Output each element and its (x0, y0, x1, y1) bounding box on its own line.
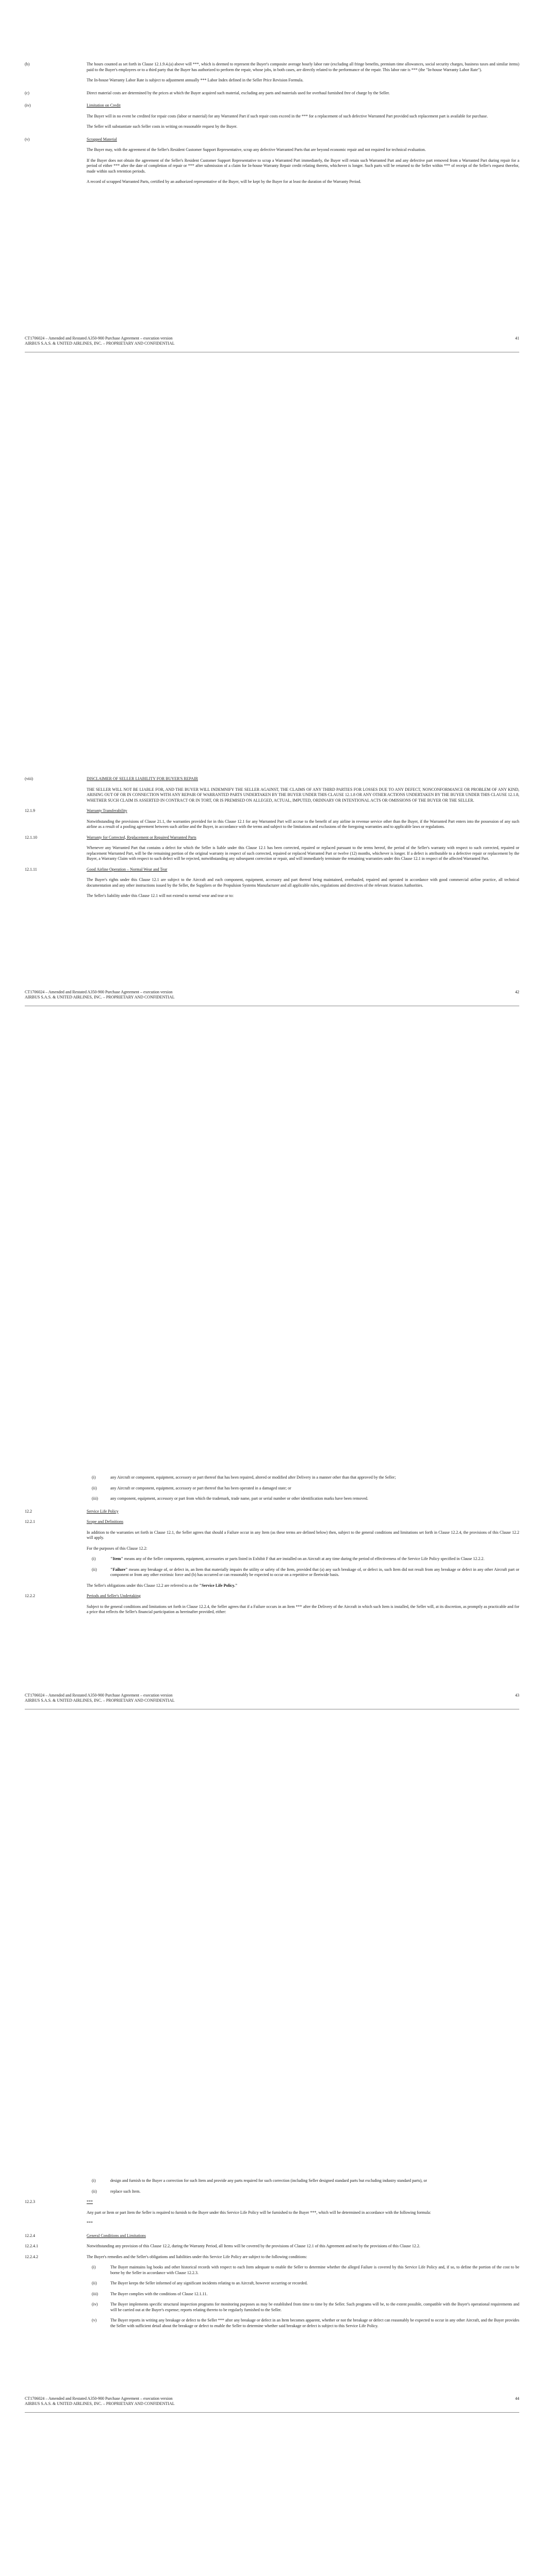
page-footer (25, 1693, 519, 1703)
clause-label: 12.2.4 (25, 2233, 35, 2238)
clause-heading: Warranty Transferability (87, 808, 127, 813)
clause-paragraph: The Buyer may, with the agreement of the Seller's Resident Customer Support Representative, scrap any defective Warranted Parts that are beyond economic repair and not required for technical evaluation. (87, 147, 426, 152)
definition-body: means any of the Seller components, equipment, accessories or parts listed in Exhibit F that are installed on an Aircraft at any time during the period of effectiveness of the Service Life Policy specified in Clause 12.2.2. (123, 1556, 485, 1561)
page-footer (25, 336, 519, 346)
footer-line-2: AIRBUS S.A.S. & UNITED AIRLINES, INC. – PROPRIETARY AND CONFIDENTIAL (25, 995, 175, 999)
redacted-formula: *** (87, 2221, 93, 2225)
clause-paragraph: For the purposes of this Clause 12.2: (87, 1546, 147, 1551)
clause-label: 12.1.9 (25, 808, 35, 813)
clause-12-2-4-2 (25, 2255, 519, 2260)
clause-i (25, 1475, 519, 1481)
clause-paragraph: The Seller will substantiate such Seller costs in writing on reasonable request by the Buyer. (87, 124, 238, 129)
clause-heading: DISCLAIMER OF SELLER LIABILITY FOR BUYER'S REPAIR (87, 776, 198, 781)
clause-label: (ii) (92, 2281, 97, 2285)
clause-heading: Service Life Policy (87, 1509, 119, 1514)
clause-paragraph: The Buyer's rights under this Clause 12.1 are subject to the Aircraft and each component, equipment, accessory and part thereof being maintained, overhauled, repaired and operated in accordance with good commercial airline practice, all technical documentation and any other instructions issued by the Seller, the Suppliers or the Propulsion Systems Manufacturer and all applicable rules, regulations and directives of the relevant Aviation Authorities. (87, 877, 519, 888)
footer-line-2: AIRBUS S.A.S. & UNITED AIRLINES, INC. – PROPRIETARY AND CONFIDENTIAL (25, 1698, 175, 1703)
clause-v (25, 137, 519, 143)
condition-iv (25, 2302, 519, 2313)
failure-definition (25, 1567, 519, 1578)
clause-12-2-4-1 (25, 2244, 519, 2249)
clause-label: (viii) (25, 776, 33, 781)
definition-text (110, 1556, 519, 1562)
clause-paragraph (87, 1583, 519, 1589)
clause-label: (c) (25, 90, 29, 95)
paragraph-text: The Seller's obligations under this Clause 12.2 are referred to as the (87, 1583, 200, 1588)
clause-b-paragraph: The hours counted as set forth in Clause 12.1.9.4.(a) above will ***, which is deemed to represent the Buyer's composite average hourly labor rate (excluding all fringe benefits, premium time allowances, social security charges, business taxes and similar items) paid to the Buyer's employees or to a third party that the Buyer has authorized to perform the repair, whose jobs, in both cases, are directly related to the performance of the repair. This labor rate is *** (the "In-house Warranty Labor Rate"). (87, 62, 519, 72)
page-number: 41 (515, 336, 519, 341)
condition-iii (25, 2292, 519, 2297)
clause-label: (iv) (25, 103, 31, 108)
page-body (25, 776, 519, 899)
clause-heading: Warranty for Corrected, Replacement or Repaired Warranted Parts (87, 835, 196, 840)
clause-paragraph: Whenever any Warranted Part that contains a defect for which the Seller is liable under this Clause 12.1 has been corrected, repaired or replaced pursuant to the terms hereof, the period of the Seller's warranty with respect to such corrected, repaired or replacement Warranted Part, will be the remaining portion of the original warranty in respect of such corrected, repaired or replaced Warranted Part or twelve (12) months, whichever is longer. If a defect is attributable to a defective repair or replacement by the Buyer, a Warranty Claim with respect to such defect will be rejected, notwithstanding any subsequent correction or repair, and will immediately terminate the remaining warranties under this Clause 12.1 in respect of the affected Warranted Part. (87, 845, 519, 861)
clause-paragraph: The Buyer will in no event be credited for repair costs (labor or material) for any Warranted Part if such repair costs exceed in the *** for a replacement of such defective Warranted Part provided such replacement part is available for purchase. (87, 113, 488, 118)
clause-iii (25, 1496, 519, 1502)
clause-12-2-4 (25, 2233, 519, 2239)
clause-b-adjustment (25, 78, 519, 83)
defined-term: "Item" (110, 1556, 123, 1561)
clause-label: (b) (25, 62, 30, 66)
clause-text: The Buyer implements specific structural inspection programs for monitoring purposes as may be established from time to time by the Seller. Such programs will be, to the extent possible, compatible with the Buyer's operational requirements and will be carried out at the Buyer's expense; reports relating thereto to be regularly furnished to the Seller. (110, 2302, 519, 2312)
footer-line-1: CT1706024 – Amended and Restated A350-900 Purchase Agreement – execution version (25, 1693, 173, 1698)
clause-c (25, 91, 519, 96)
clause-label: 12.2.2 (25, 1594, 35, 1598)
page-footer (25, 2396, 519, 2406)
clause-text (87, 62, 519, 73)
clause-paragraph: A record of scrapped Warranted Parts, certified by an authorized representative of the Buyer, will be kept by the Buyer for at least the duration of the Warranty Period. (87, 179, 361, 184)
footer-line-2: AIRBUS S.A.S. & UNITED AIRLINES, INC. – PROPRIETARY AND CONFIDENTIAL (25, 341, 175, 346)
page-body (25, 2178, 519, 2329)
page-number: 42 (515, 990, 519, 994)
footer-line-1: CT1706024 – Amended and Restated A350-900 Purchase Agreement – execution version (25, 336, 173, 341)
clause-ii (25, 1486, 519, 1492)
clause-text: any component, equipment, accessory or part from which the trademark, trade name, part or serial number or other identification marks have been removed. (110, 1496, 369, 1501)
document-page-44 (0, 2110, 544, 2576)
clause-text: The Buyer keeps the Seller informed of any significant incidents relating to an Aircraft, however occurring or recorded. (110, 2281, 308, 2285)
clause-heading: Good Airline Operation – Normal Wear and Tear (87, 867, 168, 872)
clause-label: 12.2.4.2 (25, 2254, 38, 2259)
clause-heading: *** (87, 2199, 93, 2204)
clause-label: 12.1.10 (25, 835, 37, 840)
clause-iv (25, 103, 519, 109)
defined-term: "Service Life Policy." (199, 1583, 238, 1588)
clause-paragraph: Any part or Item or part Item the Seller is required to furnish to the Buyer under this Service Life Policy will be furnished to the Buyer ***, which will be determined in accordance with the following formula: (87, 2210, 431, 2215)
clause-label: (ii) (92, 2189, 97, 2194)
clause-paragraph: THE SELLER WILL NOT BE LIABLE FOR, AND THE BUYER WILL INDEMNIFY THE SELLER AGAINST, THE CLAIMS OF ANY THIRD PARTIES FOR LOSSES DUE TO ANY DEFECT, NONCONFORMANCE OR PROBLEM OF ANY KIND, ARISING OUT OF OR IN CONNECTION WITH ANY REPAIR OF WARRANTED PARTS UNDERTAKEN BY THE BUYER UNDER THIS CLAUSE 12.1.8 OR ANY OTHER ACTIONS UNDERTAKEN BY THE BUYER UNDER THIS CLAUSE 12.1.8, WHETHER SUCH CLAIM IS ASSERTED IN CONTRACT OR IN TORT, OR IS PREMISED ON ALLEGED, ACTUAL, IMPUTED, ORDINARY OR INTENTIONAL ACTS OR OMISSIONS OF THE BUYER OR THE SELLER. (87, 787, 519, 803)
clause-12-2-1 (25, 1519, 519, 1525)
clause-text: Direct material costs are determined by the prices at which the Buyer acquired such material, excluding any parts and materials used for overhaul furnished free of charge by the Seller. (87, 90, 390, 95)
condition-i (25, 2265, 519, 2276)
page-divider (25, 2412, 519, 2413)
definition-text (110, 1567, 519, 1578)
clause-12-2-2 (25, 1594, 519, 1599)
condition-ii (25, 2281, 519, 2286)
clause-label: (iii) (92, 1496, 98, 1501)
defined-term: "Failure" (110, 1567, 128, 1572)
clause-text: any Aircraft or component, equipment, accessory or part thereof that has been repaired, altered or modified after Delivery in a manner other than that approved by the Seller; (110, 1475, 396, 1480)
clause-heading: Limitation on Credit (87, 103, 121, 108)
clause-text: replace such Item. (110, 2189, 141, 2194)
clause-text: The Buyer reports in writing any breakage or defect to the Seller *** after any breakage or defect in an Item becomes apparent, whether or not the breakage or defect can reasonably be expected to occur in any other Aircraft, and the Buyer provides the Seller with sufficient detail about the breakage or defect to enable the Seller to determine whether said breakage or defect is subject to this Service Life Policy. (110, 2318, 519, 2328)
clause-paragraph: If the Buyer does not obtain the agreement of the Seller's Resident Customer Support Representative to scrap a Warranted Part immediately, the Buyer will retain such Warranted Part and any defective part removed from a Warranted Part during repair for a period of either *** after the date of completion of repair or *** after submission of a claim for In-house Warranty Repair credit relating thereto, whichever is longer. Such parts will be returned to the Seller within *** of receipt of the Seller's request therefor, made within such retention periods. (87, 158, 519, 174)
condition-v (25, 2318, 519, 2329)
clause-heading: Scrapped Material (87, 137, 117, 142)
clause-label: 12.2.1 (25, 1519, 35, 1524)
clause-viii (25, 776, 519, 782)
document-page-41 (0, 0, 544, 703)
page-body (25, 62, 519, 185)
clause-label: (v) (92, 2318, 97, 2323)
clause-label: (ii) (92, 1485, 97, 1490)
clause-b (25, 62, 519, 73)
clause-12-2-3 (25, 2199, 519, 2205)
clause-12-1-10 (25, 835, 519, 841)
clause-label: 12.2.4.1 (25, 2244, 38, 2248)
clause-12-2 (25, 1509, 519, 1515)
clause-text: design and furnish to the Buyer a correction for such Item and provide any parts required for such correction (including Seller designed standard parts but excluding industry standard parts), or (110, 2178, 427, 2183)
clause-12-1-11 (25, 867, 519, 873)
clause-paragraph: Notwithstanding the provisions of Clause 21.1, the warranties provided for in this Clause 12.1 for any Warranted Part will accrue to the benefit of any airline in revenue service other than the Buyer, if the Warranted Part enters into the possession of any such airline as a result of a pooling agreement between such airline and the Buyer, in accordance with the terms and subject to the limitations and exclusions of the foregoing warranties and to applicable laws or regulations. (87, 819, 519, 829)
footer-line-1: CT1706024 – Amended and Restated A350-900 Purchase Agreement – execution version (25, 990, 173, 994)
page-number: 43 (515, 1693, 519, 1698)
page-number: 44 (515, 2396, 519, 2401)
clause-label: (v) (25, 137, 30, 142)
clause-label: 12.1.11 (25, 867, 37, 872)
clause-label: (i) (92, 2265, 96, 2269)
document-page-42 (0, 703, 544, 1406)
clause-label: (ii) (92, 1567, 97, 1572)
clause-label: (iii) (92, 2291, 98, 2296)
clause-12-1-9 (25, 808, 519, 814)
footer-line-2: AIRBUS S.A.S. & UNITED AIRLINES, INC. – PROPRIETARY AND CONFIDENTIAL (25, 2401, 175, 2406)
clause-paragraph: Subject to the general conditions and limitations set forth in Clause 12.2.4, the Seller agrees that if a Failure occurs in an Item *** after the Delivery of the Aircraft in which such Item is installed, the Seller will, at its discretion, as promptly as practicable and for a price that reflects the Seller's financial participation as hereinafter provided, either: (87, 1604, 519, 1614)
definition-item (25, 1556, 519, 1562)
definition-body: means any breakage of, or defect in, an Item that materially impairs the utility or safety of the Item, provided that (a) any such breakage of, or defect in, such Item did not result from any breakage or defect in any other Aircraft part or component or from any other extrinsic force and (b) has occurred or can reasonably be expected to occur on a repetitive or fleetwide basis. (110, 1567, 519, 1577)
clause-label: 12.2.3 (25, 2199, 35, 2204)
clause-label: (i) (92, 2178, 96, 2183)
clause-text: The Buyer complies with the conditions of Clause 12.1.11. (110, 2291, 208, 2296)
clause-i (25, 2178, 519, 2184)
clause-heading: General Conditions and Limitations (87, 2233, 146, 2238)
clause-label: 12.2 (25, 1509, 32, 1514)
clause-ii (25, 2189, 519, 2195)
clause-paragraph: The Seller's liability under this Clause 12.1 will not extend to normal wear and tear or to: (87, 893, 234, 898)
footer-line-1: CT1706024 – Amended and Restated A350-900 Purchase Agreement – execution version (25, 2396, 173, 2401)
page-body (25, 1475, 519, 1615)
document-page-43 (0, 1406, 544, 2110)
clause-heading: Periods and Seller's Undertaking (87, 1594, 141, 1598)
clause-label: (i) (92, 1475, 96, 1480)
clause-text: The Buyer maintains log books and other historical records with respect to each Item adequate to enable the Seller to determine whether the alleged Failure is covered by this Service Life Policy and, if so, to define the portion of the cost to be borne by the Seller in accordance with Clause 12.2.3. (110, 2265, 519, 2275)
clause-label: (i) (92, 1556, 96, 1561)
page-footer (25, 990, 519, 1000)
clause-heading: Scope and Definitions (87, 1519, 124, 1524)
clause-label: (iv) (92, 2302, 98, 2307)
clause-text: any Aircraft or component, equipment, accessory or part thereof that has been operated in a damaged state; or (110, 1485, 291, 1490)
clause-b-paragraph-2: The In-house Warranty Labor Rate is subject to adjustment annually *** Labor Index defined in the Seller Price Revision Formula. (87, 78, 304, 82)
clause-paragraph: The Buyer's remedies and the Seller's obligations and liabilities under this Service Life Policy are subject to the following conditions: (87, 2254, 307, 2259)
clause-paragraph: Notwithstanding any provision of this Clause 12.2, during the Warranty Period, all Items will be covered by the provisions of Clause 12.1 of this Agreement and not by the provisions of this Clause 12.2. (87, 2244, 420, 2248)
clause-paragraph: In addition to the warranties set forth in Clause 12.1, the Seller agrees that should a Failure occur in any Item (as these terms are defined below) then, subject to the general conditions and limitations set forth in Clause 12.2.4, the provisions of this Clause 12.2 will apply. (87, 1530, 519, 1540)
